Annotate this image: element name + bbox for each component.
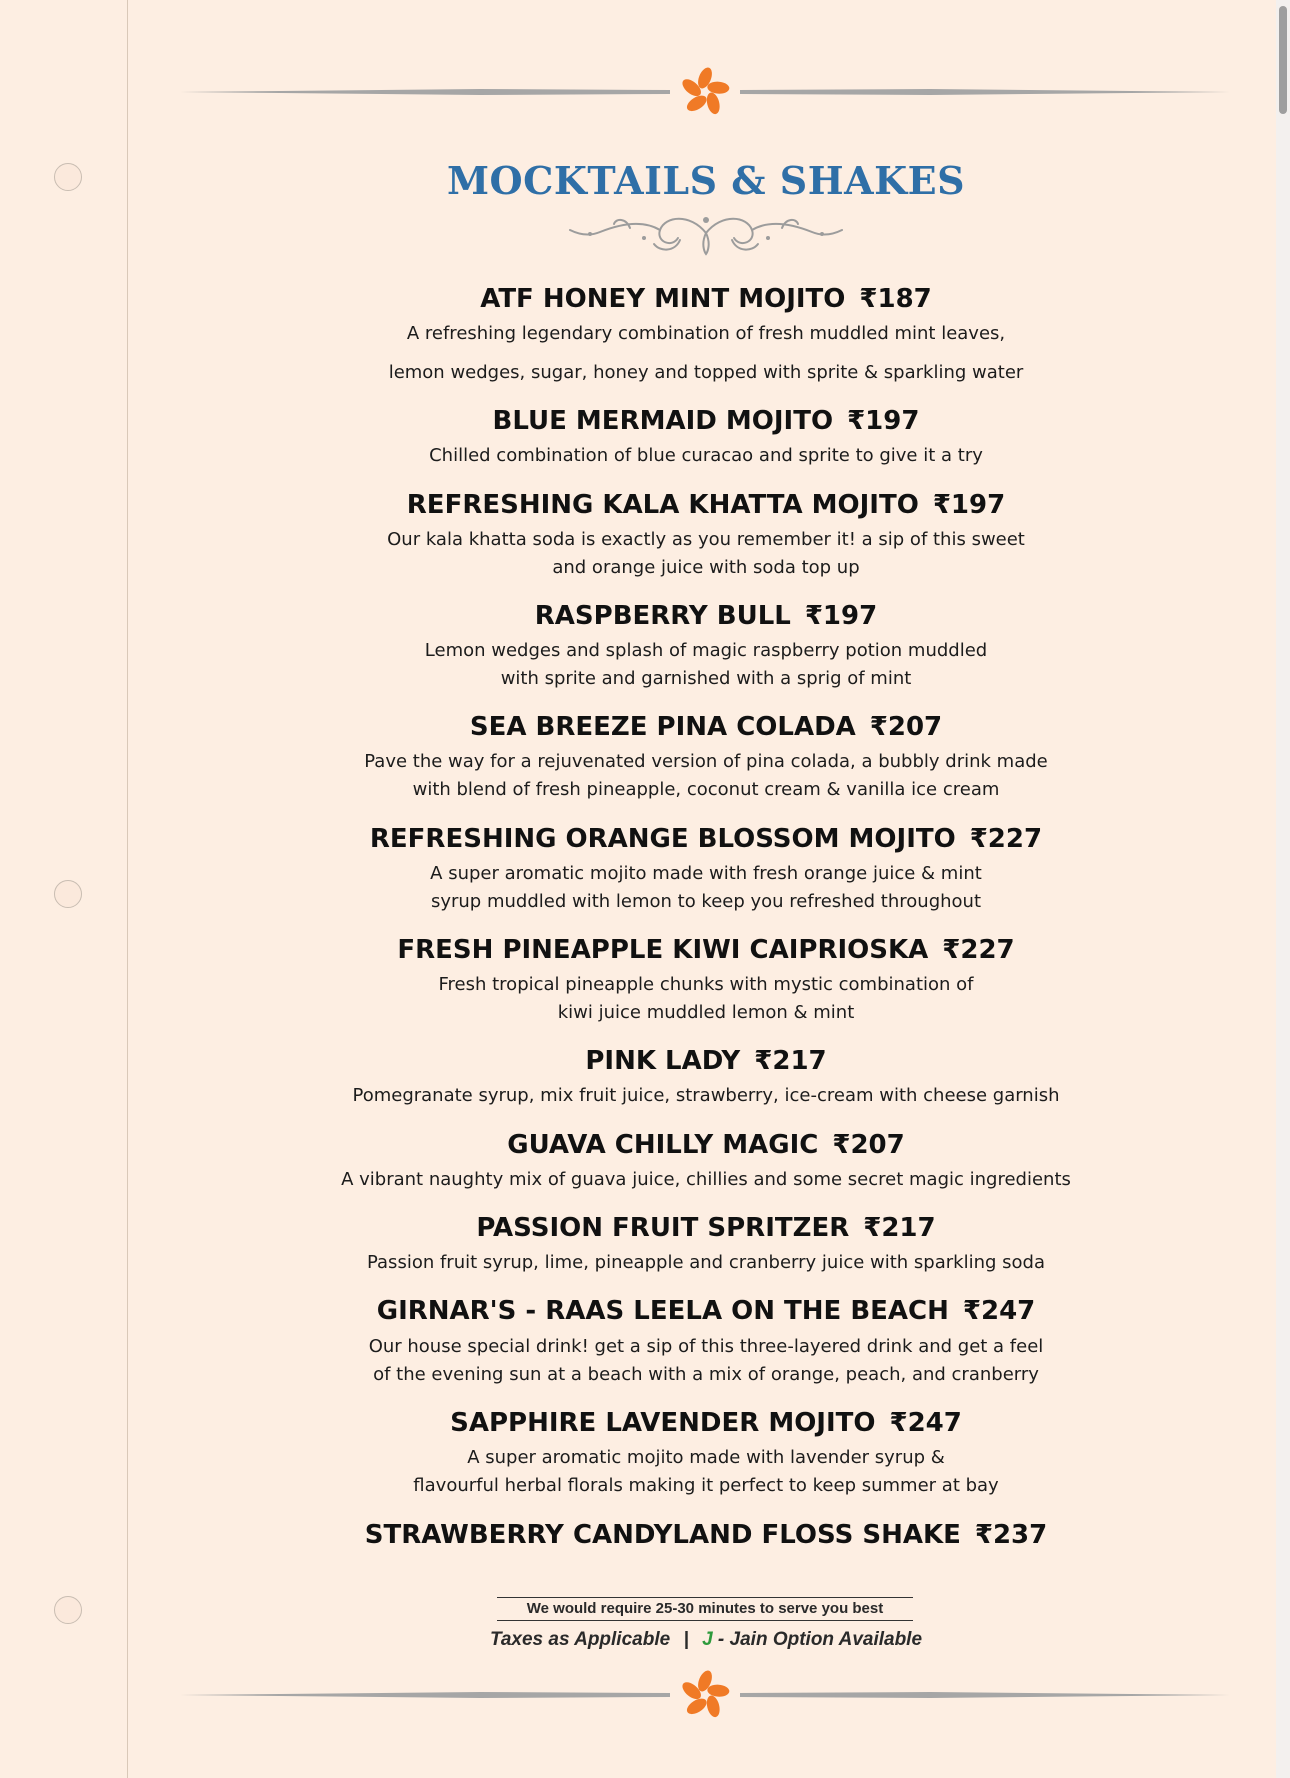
menu-item-name [0, 488, 1290, 522]
scrollbar-thumb[interactable] [1279, 6, 1287, 114]
item-description-line: A super aromatic mojito made with fresh orange juice & mint [430, 863, 982, 884]
item-description-line: A refreshing legendary combination of fresh muddled mint leaves, [406, 323, 1006, 344]
item-description-line: Our house special drink! get a sip of this three-layered drink and get a feel [368, 1336, 1044, 1357]
orange-pinwheel-icon [677, 1669, 733, 1723]
item-price: ₹207 [869, 712, 943, 742]
item-description-line: Pave the way for a rejuvenated version of pina colada, a bubbly drink made [364, 751, 1048, 772]
top-divider [180, 62, 1230, 122]
menu-item-name [0, 822, 1290, 856]
item-description-line: with blend of fresh pineapple, coconut cream & vanilla ice cream [412, 779, 1000, 800]
item-name-text: RASPBERRY BULL [534, 601, 791, 631]
item-description-line: Chilled combination of blue curacao and sprite to give it a try [429, 445, 983, 466]
item-description-line: of the evening sun at a beach with a mix of orange, peach, and cranberry [373, 1364, 1039, 1385]
menu-item-name [0, 1294, 1290, 1328]
item-description-line: lemon wedges, sugar, honey and topped with sprite & sparkling water [388, 362, 1024, 383]
item-description-line: flavourful herbal florals making it perfect to keep summer at bay [413, 1475, 999, 1496]
item-name-text: SAPPHIRE LAVENDER MOJITO [450, 1408, 876, 1438]
item-name-text: REFRESHING KALA KHATTA MOJITO [406, 490, 919, 520]
jain-option-note: - Jain Option Available [717, 1629, 923, 1650]
item-price: ₹207 [832, 1130, 905, 1160]
item-description-line: A super aromatic mojito made with lavender syrup & [467, 1447, 945, 1468]
item-description-line: Our kala khatta soda is exactly as you remember it! a sip of this sweet [387, 529, 1025, 550]
item-price: ₹247 [962, 1296, 1036, 1326]
item-name-text: GUAVA CHILLY MAGIC [507, 1130, 819, 1160]
menu-item-name [0, 1406, 1290, 1440]
footer-separator: | [683, 1629, 689, 1650]
item-description-line: syrup muddled with lemon to keep you refreshed throughout [430, 891, 982, 912]
item-price: ₹227 [969, 824, 1043, 854]
item-name-text: PINK LADY [585, 1046, 741, 1076]
item-description-line: Passion fruit syrup, lime, pineapple and cranberry juice with sparkling soda [366, 1252, 1045, 1273]
item-description-line: and orange juice with soda top up [552, 557, 860, 578]
item-name-text: STRAWBERRY CANDYLAND FLOSS SHAKE [364, 1520, 961, 1550]
serve-time-note: We would require 25-30 minutes to serve you best [497, 1597, 913, 1621]
item-name-text: FRESH PINEAPPLE KIWI CAIPRIOSKA [397, 935, 929, 965]
bottom-divider [180, 1664, 1230, 1726]
taxes-note: Taxes as Applicable [489, 1629, 671, 1650]
menu-item-name [0, 710, 1290, 744]
item-price: ₹237 [974, 1520, 1048, 1550]
item-price: ₹197 [932, 490, 1006, 520]
item-price: ₹197 [847, 406, 920, 436]
jain-marker: J [702, 1629, 713, 1650]
item-price: ₹197 [804, 601, 878, 631]
item-description-line: A vibrant naughty mix of guava juice, chillies and some secret magic ingredients [341, 1169, 1071, 1190]
item-price: ₹247 [889, 1408, 962, 1438]
item-price: ₹187 [859, 284, 932, 314]
footer-info [0, 1626, 1290, 1654]
item-description-line: Fresh tropical pineapple chunks with mystic combination of [438, 974, 974, 995]
item-price: ₹217 [863, 1213, 936, 1243]
menu-item-name [0, 1211, 1290, 1245]
orange-pinwheel-icon [677, 66, 733, 120]
menu-item-name [0, 1128, 1290, 1162]
item-name-text: BLUE MERMAID MOJITO [492, 406, 834, 436]
item-name-text: SEA BREEZE PINA COLADA [469, 712, 856, 742]
item-name-text: GIRNAR'S - RAAS LEELA ON THE BEACH [376, 1296, 949, 1326]
binder-hole-bottom [54, 1596, 82, 1624]
flourish-ornament-icon [560, 208, 852, 258]
item-name-text: PASSION FRUIT SPRITZER [476, 1213, 850, 1243]
menu-item-name [0, 933, 1290, 967]
menu-item-name [0, 1518, 1290, 1552]
item-description-line: Lemon wedges and splash of magic raspberry potion muddled [424, 640, 988, 661]
menu-item-name [0, 599, 1290, 633]
item-description-line: Pomegranate syrup, mix fruit juice, strawberry, ice-cream with cheese garnish [352, 1085, 1060, 1106]
item-price: ₹217 [754, 1046, 827, 1076]
menu-item-name [0, 404, 1290, 438]
item-name-text: ATF HONEY MINT MOJITO [480, 284, 846, 314]
menu-item-name [0, 282, 1290, 316]
item-description-line: with sprite and garnished with a sprig of mint [500, 668, 912, 689]
menu-item-name [0, 1044, 1290, 1078]
item-price: ₹227 [942, 935, 1015, 965]
item-name-text: REFRESHING ORANGE BLOSSOM MOJITO [369, 824, 956, 854]
item-description-line: kiwi juice muddled lemon & mint [557, 1002, 855, 1023]
menu-title: MOCKTAILS & SHAKES [446, 158, 966, 203]
